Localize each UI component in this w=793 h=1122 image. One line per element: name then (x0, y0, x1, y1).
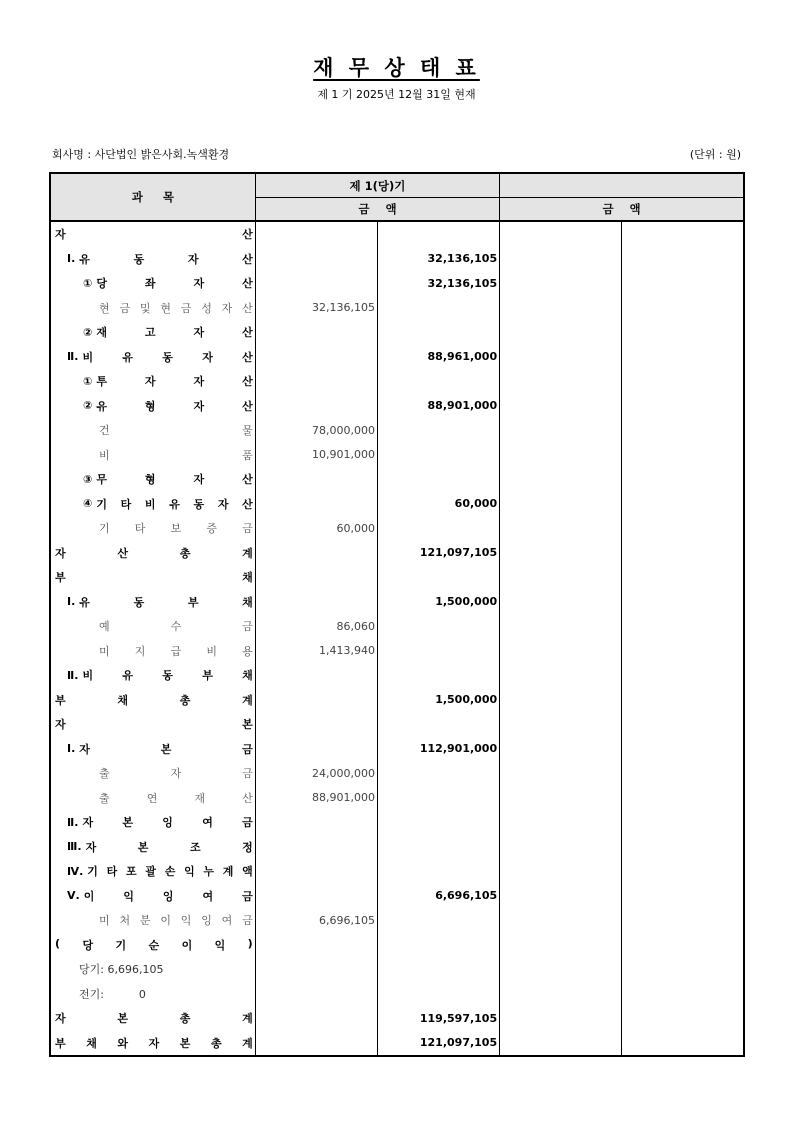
amount-inner (255, 394, 377, 419)
document-title: 재 무 상 태 표 (313, 56, 480, 80)
row-label: 미 지 급 비 용 (99, 644, 253, 658)
row-prefix: Ⅳ. (67, 864, 84, 878)
row-prefix: Ⅴ. (67, 889, 80, 903)
row-label: Ⅱ. 비 유 동 자 산 (67, 350, 253, 364)
row-label: ( 당 기 순 이 익 ) (55, 936, 253, 952)
amount-subtotal (377, 786, 499, 811)
table-row (50, 1006, 744, 1031)
amount-prior-inner (500, 345, 622, 370)
amount-inner (255, 810, 377, 835)
row-label-cell (50, 394, 255, 419)
row-label: 예 수 금 (99, 620, 253, 634)
amount-inner (255, 957, 377, 982)
amount-prior-subtotal (622, 418, 744, 443)
row-label: ④ 기 타 비 유 동 자 산 (83, 497, 253, 511)
amount-prior-inner (500, 688, 622, 713)
amount-prior-subtotal (622, 786, 744, 811)
row-label-cell (50, 296, 255, 321)
row-prefix: ② (83, 325, 93, 339)
row-prefix: Ⅲ. (67, 840, 82, 854)
row-label: ③ 무 형 자 산 (83, 472, 253, 487)
table-row (50, 957, 744, 982)
table-row (50, 443, 744, 468)
amount-inner: 78,000,000 (255, 418, 377, 443)
row-label: 자 산 (55, 228, 253, 242)
table-row (50, 835, 744, 860)
table-row (50, 908, 744, 933)
amount-prior-subtotal (622, 810, 744, 835)
amount-inner (255, 271, 377, 296)
table-row (50, 565, 744, 590)
amount-inner (255, 688, 377, 713)
amount-prior-inner (500, 443, 622, 468)
amount-inner: 6,696,105 (255, 908, 377, 933)
amount-prior-subtotal (622, 369, 744, 394)
amount-prior-inner (500, 663, 622, 688)
row-label: 자 산 총 계 (55, 546, 253, 560)
amount-inner (255, 663, 377, 688)
amount-inner (255, 982, 377, 1007)
amount-prior-inner (500, 884, 622, 909)
amount-subtotal (377, 982, 499, 1007)
row-label-cell (50, 320, 255, 345)
amount-prior-inner (500, 565, 622, 590)
amount-prior-subtotal (622, 908, 744, 933)
row-label: ① 당 좌 자 산 (83, 276, 253, 291)
table-row (50, 737, 744, 762)
amount-prior-subtotal (622, 296, 744, 321)
amount-subtotal: 121,097,105 (377, 541, 499, 566)
amount-subtotal: 32,136,105 (377, 247, 499, 272)
row-label: ② 유 형 자 산 (83, 399, 253, 413)
amount-subtotal: 88,901,000 (377, 394, 499, 419)
amount-prior-subtotal (622, 590, 744, 615)
table-row (50, 516, 744, 541)
row-label: Ⅰ. 유 동 부 채 (67, 595, 253, 609)
row-label: 건 물 (99, 424, 253, 438)
row-label: Ⅳ. 기 타 포 괄 손 익 누 계 액 (67, 864, 253, 879)
row-prefix: Ⅱ. (67, 668, 79, 682)
amount-prior-inner (500, 933, 622, 958)
amount-prior-subtotal (622, 516, 744, 541)
amount-subtotal (377, 908, 499, 933)
table-row (50, 345, 744, 370)
amount-inner: 24,000,000 (255, 761, 377, 786)
amount-prior-inner (500, 516, 622, 541)
amount-prior-subtotal (622, 933, 744, 958)
amount-subtotal: 32,136,105 (377, 271, 499, 296)
row-label: ① 투 자 자 산 (83, 374, 253, 389)
amount-subtotal (377, 565, 499, 590)
amount-subtotal (377, 516, 499, 541)
row-prefix: Ⅰ. (67, 252, 76, 266)
row-label: Ⅱ. 비 유 동 부 채 (67, 668, 253, 683)
row-label-cell (50, 957, 255, 982)
amount-prior-subtotal (622, 1031, 744, 1057)
amount-prior-subtotal (622, 565, 744, 590)
row-label-cell (50, 859, 255, 884)
amount-subtotal: 1,500,000 (377, 688, 499, 713)
amount-subtotal: 121,097,105 (377, 1031, 499, 1057)
amount-prior-subtotal (622, 1006, 744, 1031)
row-label-cell (50, 565, 255, 590)
amount-prior-inner (500, 639, 622, 664)
amount-prior-inner (500, 320, 622, 345)
amount-subtotal (377, 467, 499, 492)
amount-prior-inner (500, 296, 622, 321)
amount-prior-subtotal (622, 639, 744, 664)
amount-subtotal (377, 957, 499, 982)
amount-prior-inner (500, 369, 622, 394)
row-label: 기 타 보 증 금 (99, 522, 253, 536)
amount-prior-subtotal (622, 541, 744, 566)
row-label-cell (50, 1006, 255, 1031)
note-text: 당기: 6,696,105 (79, 963, 164, 977)
period-line: 제 1 기 2025년 12월 31일 현재 (317, 88, 476, 101)
row-label: 자 본 총 계 (55, 1012, 253, 1026)
row-label-cell (50, 492, 255, 517)
amount-prior-subtotal (622, 467, 744, 492)
amount-prior-inner (500, 418, 622, 443)
amount-prior-inner (500, 590, 622, 615)
row-prefix: Ⅱ. (67, 815, 79, 829)
row-label-cell (50, 908, 255, 933)
row-prefix: ② (83, 399, 93, 413)
amount-subtotal (377, 221, 499, 247)
table-row (50, 271, 744, 296)
table-row (50, 394, 744, 419)
amount-inner (255, 1031, 377, 1057)
amount-inner: 1,413,940 (255, 639, 377, 664)
table-row (50, 712, 744, 737)
note-text: 전기: 0 (79, 987, 146, 1001)
amount-prior-subtotal (622, 835, 744, 860)
table-row (50, 786, 744, 811)
header-current-period: 제 1(당)기 (255, 173, 499, 198)
table-row (50, 492, 744, 517)
row-label-cell (50, 688, 255, 713)
row-label-cell (50, 541, 255, 566)
table-row (50, 614, 744, 639)
table-row (50, 1031, 744, 1057)
row-label-cell (50, 1031, 255, 1057)
row-label-cell (50, 443, 255, 468)
unit-label: (단위 : 원) (689, 148, 741, 161)
row-label-cell (50, 639, 255, 664)
amount-subtotal (377, 418, 499, 443)
amount-inner (255, 1006, 377, 1031)
amount-prior-inner (500, 982, 622, 1007)
amount-inner (255, 320, 377, 345)
row-label: 미 처 분 이 익 잉 여 금 (99, 914, 253, 928)
table-row (50, 296, 744, 321)
table-row (50, 761, 744, 786)
table-row (50, 418, 744, 443)
row-label-cell (50, 786, 255, 811)
header-amount-prior: 금 액 (500, 198, 744, 222)
row-label-cell (50, 933, 255, 958)
row-label-cell (50, 271, 255, 296)
amount-prior-subtotal (622, 492, 744, 517)
row-label: ② 재 고 자 산 (83, 325, 253, 340)
row-label-cell (50, 247, 255, 272)
header-amount-current: 금 액 (255, 198, 499, 222)
amount-prior-subtotal (622, 884, 744, 909)
amount-prior-inner (500, 835, 622, 860)
amount-inner: 32,136,105 (255, 296, 377, 321)
company-name: 회사명 : 사단법인 밝은사회.녹색환경 (52, 148, 230, 161)
row-label: 출 자 금 (99, 767, 253, 781)
amount-prior-inner (500, 271, 622, 296)
table-row (50, 688, 744, 713)
amount-prior-subtotal (622, 394, 744, 419)
row-label-cell (50, 467, 255, 492)
amount-subtotal: 88,961,000 (377, 345, 499, 370)
amount-subtotal (377, 761, 499, 786)
row-label-cell (50, 712, 255, 737)
row-label-cell (50, 345, 255, 370)
amount-subtotal: 6,696,105 (377, 884, 499, 909)
header-item: 과 목 (50, 173, 255, 221)
amount-prior-subtotal (622, 221, 744, 247)
amount-prior-subtotal (622, 688, 744, 713)
amount-inner: 60,000 (255, 516, 377, 541)
amount-inner (255, 221, 377, 247)
amount-inner (255, 247, 377, 272)
row-prefix: Ⅱ. (67, 350, 79, 364)
amount-inner: 86,060 (255, 614, 377, 639)
amount-inner (255, 541, 377, 566)
amount-inner (255, 565, 377, 590)
amount-inner (255, 859, 377, 884)
row-label: Ⅲ. 자 본 조 정 (67, 840, 253, 854)
row-label-cell (50, 761, 255, 786)
amount-prior-inner (500, 737, 622, 762)
row-label: 출 연 재 산 (99, 791, 253, 805)
row-label: 자 본 (55, 718, 253, 732)
amount-subtotal (377, 443, 499, 468)
amount-subtotal (377, 320, 499, 345)
table-row (50, 933, 744, 958)
amount-subtotal (377, 614, 499, 639)
amount-inner (255, 933, 377, 958)
row-label: Ⅰ. 유 동 자 산 (67, 252, 253, 266)
row-label-cell (50, 737, 255, 762)
table-row (50, 247, 744, 272)
row-label-cell (50, 590, 255, 615)
amount-prior-inner (500, 221, 622, 247)
amount-subtotal (377, 369, 499, 394)
amount-inner (255, 467, 377, 492)
amount-subtotal (377, 933, 499, 958)
amount-subtotal (377, 835, 499, 860)
table-row (50, 884, 744, 909)
amount-prior-subtotal (622, 614, 744, 639)
amount-prior-inner (500, 467, 622, 492)
amount-inner (255, 835, 377, 860)
amount-prior-inner (500, 492, 622, 517)
row-label-cell (50, 835, 255, 860)
row-label-cell (50, 810, 255, 835)
row-prefix: Ⅰ. (67, 595, 76, 609)
amount-prior-inner (500, 786, 622, 811)
amount-prior-inner (500, 614, 622, 639)
row-label: Ⅴ. 이 익 잉 여 금 (67, 889, 253, 903)
row-label-cell (50, 663, 255, 688)
balance-sheet-table (49, 172, 745, 1057)
row-label: Ⅰ. 자 본 금 (67, 742, 253, 756)
amount-prior-subtotal (622, 737, 744, 762)
amount-inner (255, 737, 377, 762)
table-row (50, 320, 744, 345)
table-row (50, 982, 744, 1007)
amount-prior-subtotal (622, 859, 744, 884)
row-label-cell (50, 614, 255, 639)
amount-inner (255, 492, 377, 517)
amount-prior-inner (500, 1031, 622, 1057)
amount-inner: 10,901,000 (255, 443, 377, 468)
amount-subtotal (377, 296, 499, 321)
table-row (50, 590, 744, 615)
amount-prior-subtotal (622, 712, 744, 737)
row-label-cell (50, 369, 255, 394)
amount-inner (255, 590, 377, 615)
table-row (50, 859, 744, 884)
amount-inner (255, 345, 377, 370)
amount-subtotal (377, 663, 499, 688)
amount-prior-subtotal (622, 761, 744, 786)
amount-prior-subtotal (622, 443, 744, 468)
row-prefix: ① (83, 374, 93, 388)
row-label-cell (50, 884, 255, 909)
amount-prior-inner (500, 1006, 622, 1031)
amount-prior-subtotal (622, 345, 744, 370)
amount-subtotal (377, 810, 499, 835)
amount-inner (255, 712, 377, 737)
amount-inner (255, 369, 377, 394)
row-prefix: Ⅰ. (67, 742, 76, 756)
amount-prior-inner (500, 541, 622, 566)
row-prefix: ① (83, 276, 93, 290)
amount-subtotal: 60,000 (377, 492, 499, 517)
row-label: 부 채 총 계 (55, 693, 253, 707)
row-label-cell (50, 418, 255, 443)
row-prefix: ④ (83, 497, 93, 511)
amount-prior-inner (500, 761, 622, 786)
row-label: Ⅱ. 자 본 잉 여 금 (67, 815, 253, 830)
row-label-cell (50, 221, 255, 247)
row-label-cell (50, 982, 255, 1007)
table-row (50, 221, 744, 247)
amount-prior-subtotal (622, 957, 744, 982)
amount-subtotal: 112,901,000 (377, 737, 499, 762)
amount-inner (255, 884, 377, 909)
amount-prior-inner (500, 859, 622, 884)
header-prior-period (500, 173, 744, 198)
amount-prior-subtotal (622, 320, 744, 345)
amount-prior-inner (500, 810, 622, 835)
amount-prior-inner (500, 908, 622, 933)
row-label: 현 금 및 현 금 성 자 산 (99, 301, 253, 315)
amount-prior-subtotal (622, 271, 744, 296)
table-row (50, 663, 744, 688)
amount-subtotal (377, 712, 499, 737)
amount-prior-subtotal (622, 663, 744, 688)
table-row (50, 639, 744, 664)
row-label: 부 채 와 자 본 총 계 (55, 1036, 253, 1050)
amount-inner: 88,901,000 (255, 786, 377, 811)
amount-subtotal (377, 859, 499, 884)
table-row (50, 810, 744, 835)
row-label: 부 채 (55, 571, 253, 585)
amount-prior-subtotal (622, 247, 744, 272)
row-label: 비 품 (99, 448, 253, 462)
amount-subtotal (377, 639, 499, 664)
row-prefix: ③ (83, 472, 93, 486)
amount-prior-subtotal (622, 982, 744, 1007)
amount-prior-inner (500, 247, 622, 272)
amount-subtotal: 119,597,105 (377, 1006, 499, 1031)
table-row (50, 467, 744, 492)
row-label-cell (50, 516, 255, 541)
amount-subtotal: 1,500,000 (377, 590, 499, 615)
amount-prior-inner (500, 394, 622, 419)
amount-prior-inner (500, 712, 622, 737)
amount-prior-inner (500, 957, 622, 982)
table-row (50, 369, 744, 394)
table-row (50, 541, 744, 566)
